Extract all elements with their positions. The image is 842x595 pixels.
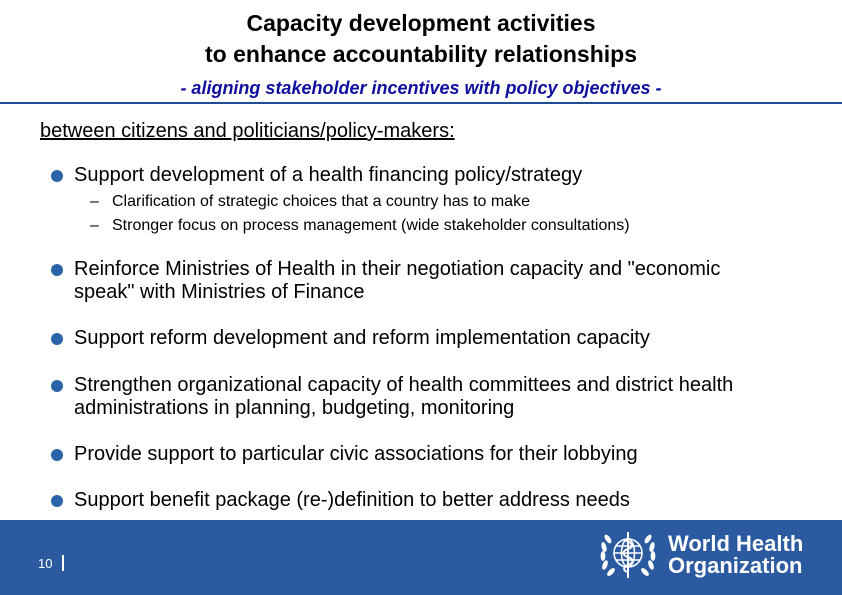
section-heading: between citizens and politicians/policy-makers: [40, 120, 455, 142]
sub-bullet-item [90, 216, 630, 236]
who-logo-line-2: Organization [668, 553, 803, 578]
slide-title-line-2: to enhance accountability relationships [205, 41, 637, 67]
bullet-item [51, 489, 774, 512]
who-logo-line-1: World Health [668, 531, 804, 556]
bullet-item [51, 258, 774, 304]
bullet-dot-icon [51, 264, 63, 276]
bullet-item [51, 374, 774, 420]
slide-subtitle: - aligning stakeholder incentives with policy objectives - [180, 78, 662, 98]
bullet-item [51, 443, 774, 466]
bullet-text: Strengthen organizational capacity of health committees and district health administrations in planning, budgeting, monitoring [74, 374, 734, 419]
bullet-item [51, 327, 774, 350]
page-number: 10 [38, 556, 53, 571]
who-emblem-icon [593, 526, 663, 584]
bullet-dot-icon [51, 380, 63, 392]
bullet-text: Support benefit package (re-)definition to better address needs [74, 489, 630, 511]
bullet-dot-icon [51, 495, 63, 507]
bullet-dot-icon [51, 170, 63, 182]
bullet-dot-icon [51, 449, 63, 461]
bullet-item [51, 164, 774, 187]
bullet-text: Support reform development and reform implementation capacity [74, 327, 650, 349]
dash-icon: – [90, 193, 99, 210]
sub-bullet-item [90, 192, 530, 212]
title-divider [0, 102, 842, 104]
page-number-divider [62, 555, 64, 571]
who-logo-text [668, 533, 803, 577]
sub-bullet-text: Clarification of strategic choices that a country has to make [112, 193, 530, 210]
bullet-dot-icon [51, 333, 63, 345]
sub-bullet-text: Stronger focus on process management (wide stakeholder consultations) [112, 217, 630, 234]
bullet-text: Provide support to particular civic associations for their lobbying [74, 443, 638, 465]
slide-title-line-1: Capacity development activities [246, 10, 596, 36]
bullet-text: Support development of a health financing policy/strategy [74, 164, 583, 186]
dash-icon: – [90, 217, 99, 234]
bullet-text: Reinforce Ministries of Health in their negotiation capacity and "economic speak" with Ministries of Finance [74, 258, 721, 303]
